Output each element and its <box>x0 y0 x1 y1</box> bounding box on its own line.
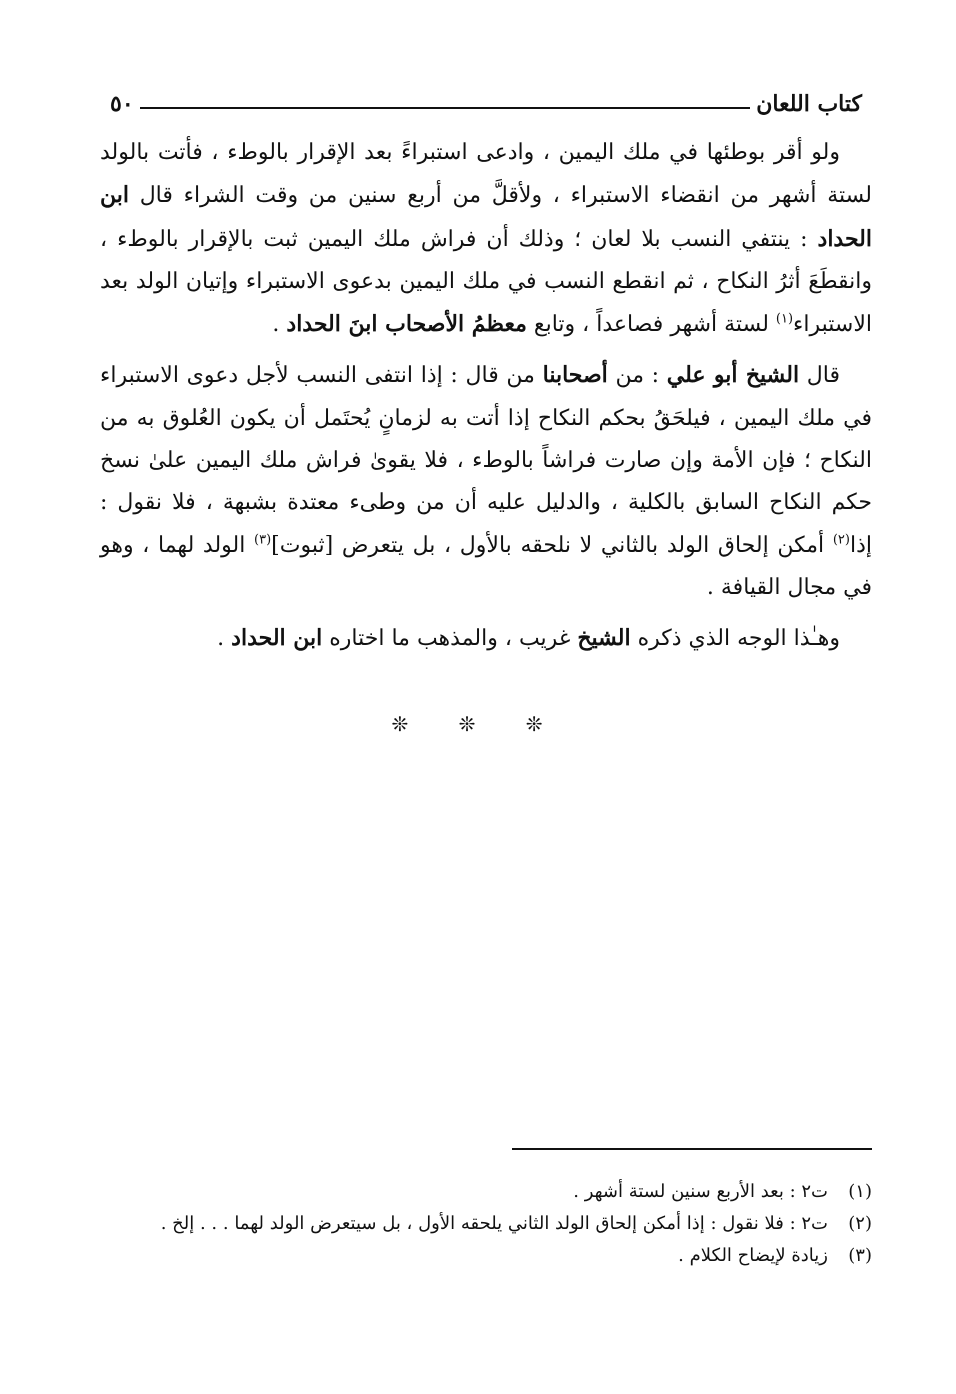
bold-name: ابن الحداد <box>231 625 323 652</box>
text-run: من قال : إذا انتفى النسب لأجل دعوى الاستبراء في ملك اليمين ، فيلحَقُ بحكم النكاح إذا أتت به لزمانٍ يُحتَمل أن يكون العُلوق به من النكاح ؛ فإن الأمة وإن صارت فراشاً بالوطء ، فلا يقوىٰ فراش ملك اليمين علىٰ نسخ حكم النكاح السابق بالكلية ، والدليل عليه أن من وطىء معتدة بشبهة ، فلا نقول : إذا <box>100 363 872 558</box>
text-run: . <box>272 312 287 338</box>
main-text <box>100 132 872 661</box>
footnote-text: زيادة لإيضاح الكلام . <box>678 1245 828 1266</box>
bold-name: معظمُ الأصحاب ابنَ الحداد <box>286 311 527 338</box>
footnote-number: (٣) <box>848 1245 872 1266</box>
text-run: : ينتفي النسب بلا لعان ؛ وذلك أن فراش ملك اليمين ثبت بالإقرار بالوطء ، وانقطَعَ أثرُ النكاح ، ثم انقطع النسب في ملك اليمين بدعوى الاستبراء وإتيان الولد بعد الاستبراء <box>100 226 873 338</box>
paragraph-2 <box>100 354 872 609</box>
text-run: قال <box>799 363 840 389</box>
footnote-ref-2[interactable]: (٢) <box>832 532 850 548</box>
bold-name: ابن الحداد <box>100 182 872 252</box>
footnote-number: (١) <box>848 1181 872 1202</box>
footnote-2 <box>100 1208 872 1240</box>
footnote-1 <box>100 1176 872 1208</box>
text-run: الولد لهما ، وهو في مجال القيافة . <box>100 532 872 600</box>
footnote-rule <box>512 1148 872 1150</box>
text-run: ولو أقر بوطئها في ملك اليمين ، وادعى استبراءً بعد الإقرار بالوطء ، فأتت بالولد لستة أشهر من انقضاء الاستبراء ، ولأقلَّ من أربع سنين من وقت الشراء قال <box>100 140 872 209</box>
footnote-text: ت٢ : بعد الأربع سنين لستة أشهر . <box>573 1181 828 1202</box>
text-run: غريب ، والمذهب ما اختاره <box>322 626 578 652</box>
text-run: لستة أشهر فصاعداً ، وتابع <box>526 312 776 338</box>
page-number: ٥٠ <box>110 91 134 117</box>
bold-name: الشيخ <box>577 625 631 652</box>
bold-name: الشيخ أبو علي <box>666 362 800 389</box>
bold-name: أصحابنا <box>542 362 608 389</box>
text-run: أمكن إلحاق الولد بالثاني لا نلحقه بالأول ، بل يتعرض [ثبوت] <box>271 532 833 558</box>
paragraph-3 <box>100 617 872 660</box>
section-separator: ❊ ❊ ❊ <box>391 712 565 736</box>
paragraph-1 <box>100 132 872 346</box>
footnote-ref-1[interactable]: (١) <box>775 311 794 327</box>
text-run: وهـٰذا الوجه الذي ذكره <box>630 626 840 652</box>
footnote-ref-3[interactable]: (٣) <box>254 532 272 548</box>
text-run: : من <box>607 363 667 389</box>
running-title: كتاب اللعان <box>756 91 862 117</box>
footnote-text: ت٢ : فلا نقول : إذا أمكن إلحاق الولد الثاني يلحقه الأول ، بل سيتعرض الولد لهما . . . إلخ . <box>160 1213 828 1234</box>
footnotes <box>100 1176 872 1272</box>
footnote-number: (٢) <box>848 1213 872 1234</box>
text-run: . <box>217 626 232 652</box>
header-rule <box>140 107 751 109</box>
page-header <box>100 86 872 122</box>
footnote-3 <box>100 1240 872 1272</box>
